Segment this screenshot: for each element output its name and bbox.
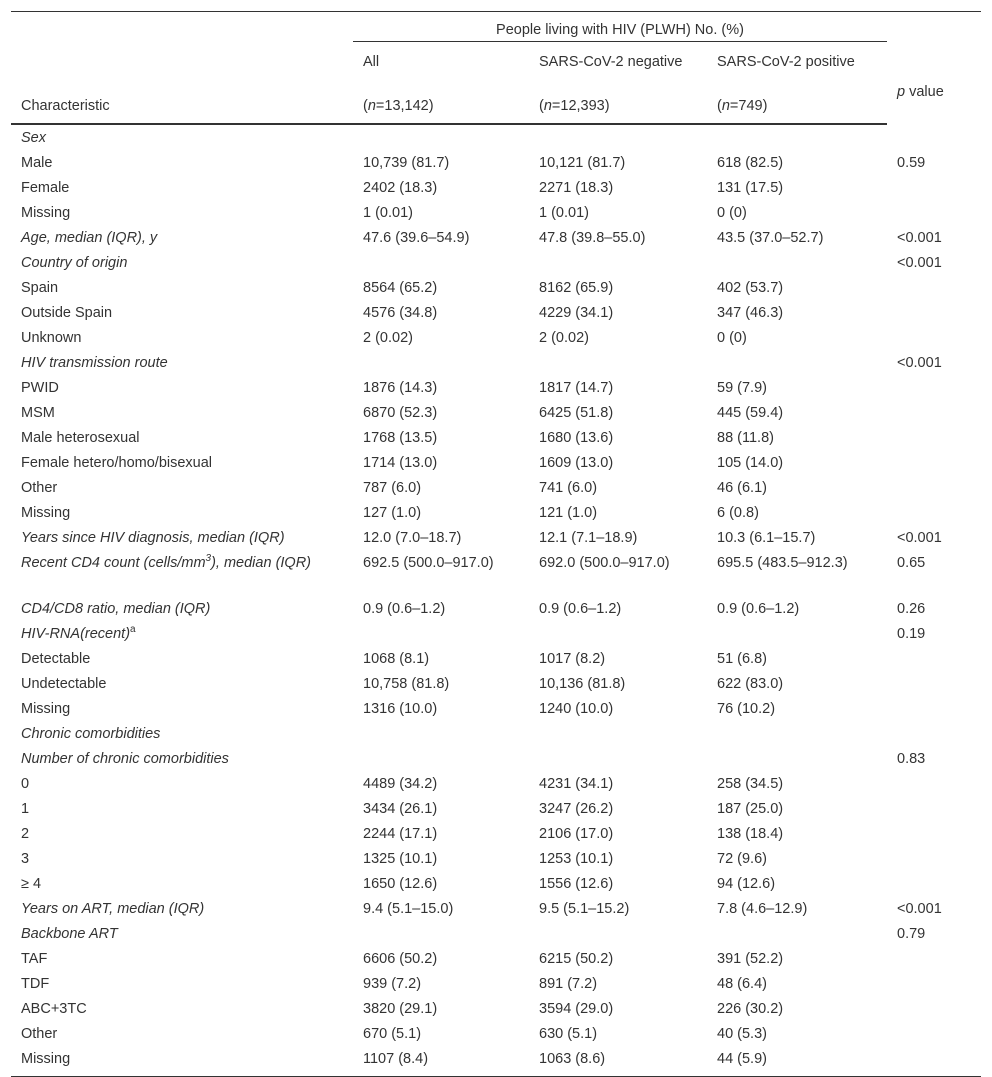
- cell-p-value: [887, 326, 981, 351]
- cell-positive: 51 (6.8): [717, 650, 767, 667]
- cell-negative: 1063 (8.6): [539, 1050, 606, 1067]
- cell-all: 10,758 (81.8): [363, 675, 450, 692]
- cell-positive: 6 (0.8): [717, 504, 759, 521]
- table-row: [11, 151, 981, 176]
- row-label: Other: [21, 479, 58, 496]
- cell-p-value: 0.65: [897, 554, 926, 571]
- cell-negative: 4229 (34.1): [539, 304, 614, 321]
- cell-all: 1876 (14.3): [363, 379, 438, 396]
- table-row: [11, 972, 981, 997]
- row-label: Spain: [21, 279, 59, 296]
- n-negative: (n=12,393): [529, 96, 707, 124]
- table-row: [11, 501, 981, 526]
- cell-p-value: [887, 797, 981, 822]
- row-label: ≥ 4: [21, 875, 42, 892]
- cell-negative: 1017 (8.2): [539, 650, 606, 667]
- cell-p-value: [887, 201, 981, 226]
- row-label: Unknown: [21, 329, 82, 346]
- row-label: Detectable: [21, 650, 91, 667]
- row-label: Chronic comorbidities: [21, 725, 161, 742]
- col-header-positive: SARS-CoV-2 positive: [717, 54, 855, 70]
- row-label: Female: [21, 179, 70, 196]
- cell-positive: 76 (10.2): [717, 700, 776, 717]
- cell-negative: 9.5 (5.1–15.2): [539, 900, 630, 917]
- cell-negative: 121 (1.0): [539, 504, 598, 521]
- cell-all: 1768 (13.5): [363, 429, 438, 446]
- cell-all: 692.5 (500.0–917.0): [363, 554, 494, 571]
- row-label: Undetectable: [21, 675, 107, 692]
- cell-all: 9.4 (5.1–15.0): [363, 900, 454, 917]
- cell-p-value: [887, 972, 981, 997]
- table-row: [11, 822, 981, 847]
- col-header-characteristic: Characteristic: [11, 96, 353, 124]
- cell-positive: 622 (83.0): [717, 675, 784, 692]
- cell-positive: 94 (12.6): [717, 875, 776, 892]
- cell-p-value: [887, 947, 981, 972]
- cell-positive: 0 (0): [717, 329, 747, 346]
- table-row: [11, 997, 981, 1022]
- cell-p-value: [887, 301, 981, 326]
- cell-negative: 4231 (34.1): [539, 775, 614, 792]
- row-label: HIV-RNA(recent)$^a$: [21, 623, 136, 642]
- cell-all: 2244 (17.1): [363, 825, 438, 842]
- cell-positive: 40 (5.3): [717, 1025, 767, 1042]
- cell-negative: [529, 124, 707, 151]
- cell-all: 2 (0.02): [363, 329, 413, 346]
- cell-all: [353, 622, 529, 647]
- table-row: [11, 124, 981, 151]
- cell-negative: 1609 (13.0): [539, 454, 614, 471]
- row-label: Male heterosexual: [21, 429, 140, 446]
- cell-p-value: [887, 1022, 981, 1047]
- cell-positive: 46 (6.1): [717, 479, 767, 496]
- cell-all: 127 (1.0): [363, 504, 422, 521]
- cell-positive: 445 (59.4): [717, 404, 784, 421]
- cell-p-value: <0.001: [897, 229, 942, 246]
- cell-p-value: <0.001: [897, 529, 942, 546]
- cell-all: 3434 (26.1): [363, 800, 438, 817]
- table-row: [11, 376, 981, 401]
- col-header-all: All: [363, 54, 380, 70]
- cell-positive: 72 (9.6): [717, 850, 767, 867]
- table-row: [11, 797, 981, 822]
- cell-p-value: [887, 697, 981, 722]
- cell-positive: [707, 351, 887, 376]
- cell-positive: [707, 251, 887, 276]
- cell-p-value: 0.26: [897, 600, 926, 617]
- cell-positive: 187 (25.0): [717, 800, 784, 817]
- cell-positive: 44 (5.9): [717, 1050, 767, 1067]
- table-row: [11, 251, 981, 276]
- cell-p-value: [887, 647, 981, 672]
- cell-all: 10,739 (81.7): [363, 154, 450, 171]
- table-row: [11, 1047, 981, 1076]
- cell-negative: 1240 (10.0): [539, 700, 614, 717]
- table-row: [11, 947, 981, 972]
- table-row: [11, 226, 981, 251]
- table-row: [11, 176, 981, 201]
- header-blank: [11, 42, 353, 96]
- cell-positive: 59 (7.9): [717, 379, 767, 396]
- cell-negative: 12.1 (7.1–18.9): [539, 529, 638, 546]
- cell-p-value: [887, 426, 981, 451]
- row-label: 3: [21, 850, 30, 867]
- row-label: Age, median (IQR), y: [21, 229, 158, 246]
- cell-p-value: [887, 276, 981, 301]
- cell-negative: 1253 (10.1): [539, 850, 614, 867]
- cell-positive: [707, 622, 887, 647]
- cell-all: [353, 722, 529, 747]
- row-label: 2: [21, 825, 30, 842]
- cell-p-value: <0.001: [897, 900, 942, 917]
- table-row: [11, 551, 981, 597]
- cell-p-value: [887, 176, 981, 201]
- cell-p-value: 0.79: [897, 925, 926, 942]
- cell-all: [353, 124, 529, 151]
- cell-negative: 1680 (13.6): [539, 429, 614, 446]
- cell-positive: 105 (14.0): [717, 454, 784, 471]
- cell-negative: 6425 (51.8): [539, 404, 614, 421]
- cell-p-value: [887, 124, 981, 151]
- cell-positive: [707, 722, 887, 747]
- cell-positive: 347 (46.3): [717, 304, 784, 321]
- cell-negative: [529, 622, 707, 647]
- cell-all: 4576 (34.8): [363, 304, 438, 321]
- cell-all: 12.0 (7.0–18.7): [363, 529, 462, 546]
- row-label: TDF: [21, 975, 50, 992]
- row-label: Female hetero/homo/bisexual: [21, 454, 213, 471]
- cell-all: 1107 (8.4): [363, 1050, 429, 1067]
- cell-negative: 1556 (12.6): [539, 875, 614, 892]
- col-header-p-value: [887, 42, 981, 124]
- cell-p-value: <0.001: [897, 254, 942, 271]
- cell-all: 939 (7.2): [363, 975, 422, 992]
- cell-positive: [707, 922, 887, 947]
- cell-negative: 1 (0.01): [539, 204, 589, 221]
- n-all: (n=13,142): [353, 96, 529, 124]
- cell-negative: 47.8 (39.8–55.0): [539, 229, 646, 246]
- row-label: Sex: [21, 129, 46, 146]
- cell-positive: 138 (18.4): [717, 825, 784, 842]
- cell-p-value: 0.19: [897, 625, 926, 642]
- table-body: [11, 124, 981, 1076]
- row-label: Country of origin: [21, 254, 128, 271]
- table-row: [11, 897, 981, 922]
- cell-all: 670 (5.1): [363, 1025, 422, 1042]
- cell-p-value: 0.83: [897, 750, 926, 767]
- row-label: PWID: [21, 379, 59, 396]
- table-row: [11, 476, 981, 501]
- cell-all: 0.9 (0.6–1.2): [363, 600, 446, 617]
- cell-all: [353, 922, 529, 947]
- table-row: [11, 597, 981, 622]
- cell-all: 8564 (65.2): [363, 279, 438, 296]
- cell-positive: 695.5 (483.5–912.3): [717, 554, 848, 571]
- cell-negative: 10,136 (81.8): [539, 675, 626, 692]
- cell-negative: 2106 (17.0): [539, 825, 614, 842]
- cell-p-value: [887, 772, 981, 797]
- table-row: [11, 526, 981, 551]
- row-label: ABC+3TC: [21, 1000, 87, 1017]
- table-row: [11, 301, 981, 326]
- cell-all: 1316 (10.0): [363, 700, 438, 717]
- row-label: Missing: [21, 1050, 71, 1067]
- cell-p-value: [887, 376, 981, 401]
- row-label: Years since HIV diagnosis, median (IQR): [21, 529, 285, 546]
- row-label: Missing: [21, 504, 71, 521]
- cell-p-value: 0.59: [897, 154, 926, 171]
- table-row: [11, 426, 981, 451]
- cell-all: 1 (0.01): [363, 204, 413, 221]
- row-label: 1: [21, 800, 30, 817]
- row-label: HIV transmission route: [21, 354, 168, 371]
- group-header: People living with HIV (PLWH) No. (%): [353, 12, 887, 42]
- cell-p-value: [887, 451, 981, 476]
- cell-positive: 258 (34.5): [717, 775, 784, 792]
- cell-positive: 48 (6.4): [717, 975, 767, 992]
- table-row: [11, 201, 981, 226]
- cell-all: 3820 (29.1): [363, 1000, 438, 1017]
- table-row: [11, 401, 981, 426]
- cell-negative: 891 (7.2): [539, 975, 598, 992]
- cell-negative: 2 (0.02): [539, 329, 589, 346]
- cell-negative: [529, 922, 707, 947]
- row-label: 0: [21, 775, 30, 792]
- cell-positive: [707, 124, 887, 151]
- table-row: [11, 697, 981, 722]
- row-label: Other: [21, 1025, 58, 1042]
- cell-positive: 7.8 (4.6–12.9): [717, 900, 808, 917]
- row-label: Number of chronic comorbidities: [21, 750, 229, 767]
- cell-positive: 402 (53.7): [717, 279, 784, 296]
- p-italic: p: [897, 83, 906, 100]
- cell-positive: 0 (0): [717, 204, 747, 221]
- cell-all: 6606 (50.2): [363, 950, 438, 967]
- table-row: [11, 622, 981, 647]
- row-label: MSM: [21, 404, 55, 421]
- cell-p-value: [887, 501, 981, 526]
- characteristics-table: [11, 11, 981, 1077]
- cell-positive: 226 (30.2): [717, 1000, 784, 1017]
- header-empty: [11, 12, 353, 42]
- cell-all: 1325 (10.1): [363, 850, 438, 867]
- cell-p-value: [887, 476, 981, 501]
- cell-negative: [529, 251, 707, 276]
- cell-positive: 10.3 (6.1–15.7): [717, 529, 816, 546]
- cell-positive: 391 (52.2): [717, 950, 784, 967]
- cell-negative: 741 (6.0): [539, 479, 598, 496]
- cell-negative: 2271 (18.3): [539, 179, 614, 196]
- cell-positive: 0.9 (0.6–1.2): [717, 600, 800, 617]
- table-row: [11, 847, 981, 872]
- cell-p-value: [887, 722, 981, 747]
- table-row: [11, 451, 981, 476]
- cell-negative: 0.9 (0.6–1.2): [539, 600, 622, 617]
- cell-positive: 618 (82.5): [717, 154, 784, 171]
- row-label: Missing: [21, 700, 71, 717]
- cell-negative: 3247 (26.2): [539, 800, 614, 817]
- table-row: [11, 326, 981, 351]
- cell-all: [353, 251, 529, 276]
- cell-all: 2402 (18.3): [363, 179, 438, 196]
- table-row: [11, 872, 981, 897]
- cell-p-value: [887, 822, 981, 847]
- table-row: [11, 772, 981, 797]
- cell-p-value: [887, 847, 981, 872]
- cell-negative: 10,121 (81.7): [539, 154, 626, 171]
- table-row: [11, 672, 981, 697]
- cell-all: 47.6 (39.6–54.9): [363, 229, 470, 246]
- table-row: [11, 1022, 981, 1047]
- cell-all: 4489 (34.2): [363, 775, 438, 792]
- cell-negative: [529, 722, 707, 747]
- table-row: [11, 647, 981, 672]
- table-row: [11, 276, 981, 301]
- cell-negative: 1817 (14.7): [539, 379, 614, 396]
- cell-negative: 692.0 (500.0–917.0): [539, 554, 670, 571]
- cell-negative: 3594 (29.0): [539, 1000, 614, 1017]
- cell-p-value: [887, 401, 981, 426]
- cell-all: [353, 351, 529, 376]
- cell-negative: [529, 351, 707, 376]
- cell-all: [353, 747, 529, 772]
- row-label: Backbone ART: [21, 925, 118, 942]
- cell-positive: [707, 747, 887, 772]
- p-rest: value: [905, 83, 944, 100]
- cell-all: 6870 (52.3): [363, 404, 438, 421]
- row-label: Male: [21, 154, 53, 171]
- col-header-negative: SARS-CoV-2 negative: [539, 54, 683, 70]
- table-row: [11, 722, 981, 747]
- cell-all: 1068 (8.1): [363, 650, 430, 667]
- row-label: Recent CD4 count $(cells/mm^3)$, median (IQR): [21, 552, 312, 571]
- cell-p-value: [887, 997, 981, 1022]
- table: [11, 12, 981, 1076]
- row-label: Outside Spain: [21, 304, 113, 321]
- table-row: [11, 747, 981, 772]
- cell-negative: 8162 (65.9): [539, 279, 614, 296]
- row-label: Missing: [21, 204, 71, 221]
- cell-negative: [529, 747, 707, 772]
- cell-all: 1714 (13.0): [363, 454, 438, 471]
- row-label: Years on ART, median (IQR): [21, 900, 205, 917]
- cell-p-value: [887, 1047, 981, 1076]
- cell-all: 1650 (12.6): [363, 875, 438, 892]
- n-positive: (n=749): [707, 96, 887, 124]
- cell-p-value: [887, 872, 981, 897]
- cell-negative: 6215 (50.2): [539, 950, 614, 967]
- header-empty-p: [887, 12, 981, 42]
- cell-positive: 43.5 (37.0–52.7): [717, 229, 824, 246]
- cell-p-value: [887, 672, 981, 697]
- cell-all: 787 (6.0): [363, 479, 422, 496]
- table-row: [11, 922, 981, 947]
- cell-p-value: <0.001: [897, 354, 942, 371]
- cell-positive: 131 (17.5): [717, 179, 784, 196]
- cell-negative: 630 (5.1): [539, 1025, 598, 1042]
- table-header: [11, 12, 981, 124]
- table-row: [11, 351, 981, 376]
- row-label: CD4/CD8 ratio, median (IQR): [21, 600, 211, 617]
- row-label: TAF: [21, 950, 48, 967]
- cell-positive: 88 (11.8): [717, 429, 774, 446]
